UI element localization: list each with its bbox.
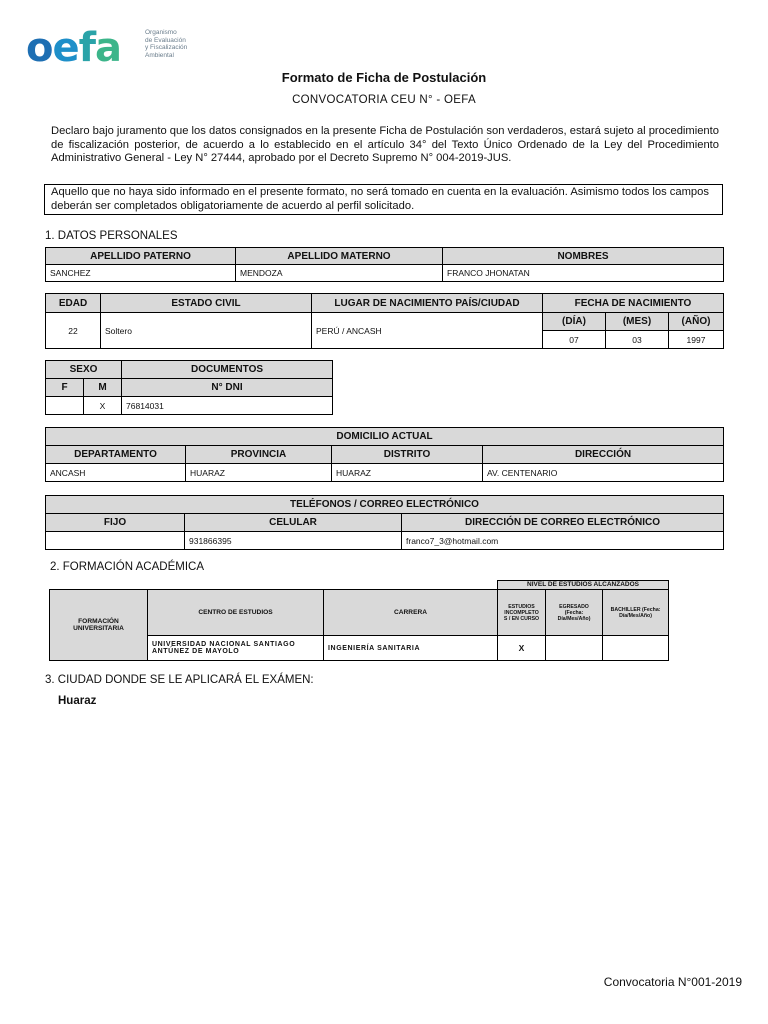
header-egresado: EGRESADO (Fecha: Día/Mes/Año)	[546, 590, 603, 636]
header-apellido-paterno: APELLIDO PATERNO	[46, 248, 236, 265]
header-documentos: DOCUMENTOS	[122, 361, 333, 379]
header-formacion-universitaria: FORMACIÓN UNIVERSITARIA	[50, 590, 148, 661]
oefa-logo	[26, 26, 121, 70]
section-personal-data: 1. DATOS PERSONALES	[45, 230, 178, 242]
header-fecha-nacimiento: FECHA DE NACIMIENTO	[543, 294, 724, 313]
declaration-text: Declaro bajo juramento que los datos consignados en la presente Ficha de Postulación son verdaderos, estará sujeto al procedimiento de fiscalización posterior, de acuerdo a lo establecido en el artículo 34° del Texto Único Ordenado de la Ley del Procedimiento Administrativo General - Ley N° 27444, aprobado por el Decreto Supremo N° 004-2019-JUS.	[51, 125, 719, 164]
header-edad: EDAD	[46, 294, 101, 313]
header-lugar-nacimiento: LUGAR DE NACIMIENTO PAÍS/CIUDAD	[312, 294, 543, 313]
header-m: M	[84, 379, 122, 397]
bachiller-field[interactable]	[603, 636, 669, 661]
apellido-paterno-field[interactable]: SANCHEZ	[46, 265, 236, 282]
header-dia: (DÍA)	[543, 313, 606, 331]
header-celular: CELULAR	[185, 514, 402, 532]
section-exam-city: 3. CIUDAD DONDE SE LE APLICARÁ EL EXÁMEN:	[45, 674, 314, 686]
logo-subtitle	[145, 29, 205, 59]
estudios-field[interactable]: X	[498, 636, 546, 661]
education-table	[49, 580, 669, 661]
header-provincia: PROVINCIA	[186, 446, 332, 464]
header-direccion: DIRECCIÓN	[483, 446, 724, 464]
egresado-field[interactable]	[546, 636, 603, 661]
departamento-field[interactable]: ANCASH	[46, 464, 186, 482]
email-field[interactable]: franco7_3@hotmail.com	[402, 532, 724, 550]
apellido-materno-field[interactable]: MENDOZA	[236, 265, 443, 282]
carrera-field[interactable]: INGENIERÍA SANITARIA	[324, 636, 498, 661]
dia-field[interactable]: 07	[543, 331, 606, 349]
header-carrera: CARRERA	[324, 590, 498, 636]
estado-civil-field[interactable]: Soltero	[101, 313, 312, 349]
header-anio: (AÑO)	[669, 313, 724, 331]
header-apellido-materno: APELLIDO MATERNO	[236, 248, 443, 265]
logo-subtitle-line: y Fiscalización	[145, 44, 188, 52]
logo-letter-o: o	[26, 25, 53, 71]
direccion-field[interactable]: AV. CENTENARIO	[483, 464, 724, 482]
fijo-field[interactable]	[46, 532, 185, 550]
header-fijo: FIJO	[46, 514, 185, 532]
header-nivel-estudios: NIVEL DE ESTUDIOS ALCANZADOS	[498, 581, 669, 590]
birth-table	[45, 293, 724, 349]
logo-subtitle-line: de Evaluación	[145, 36, 186, 44]
exam-city-field[interactable]: Huaraz	[58, 695, 97, 707]
logo-letter-e: e	[52, 25, 79, 71]
header-estado-civil: ESTADO CIVIL	[101, 294, 312, 313]
logo-letter-f: f	[78, 25, 96, 71]
header-dni: N° DNI	[122, 379, 333, 397]
header-centro-estudios: CENTRO DE ESTUDIOS	[148, 590, 324, 636]
centro-estudios-field[interactable]: UNIVERSIDAD NACIONAL SANTIAGO ANTÚNEZ DE MAYOLO	[148, 636, 324, 661]
logo-subtitle-line: Ambiental	[145, 51, 174, 59]
page-title: Formato de Ficha de Postulación	[281, 70, 487, 85]
section-academic: 2. FORMACIÓN ACADÉMICA	[50, 561, 204, 573]
header-mes: (MES)	[606, 313, 669, 331]
header-domicilio: DOMICILIO ACTUAL	[46, 428, 724, 446]
lugar-nacimiento-field[interactable]: PERÚ / ANCASH	[312, 313, 543, 349]
notice-box: Aquello que no haya sido informado en el presente formato, no será tomado en cuenta en la evaluación. Asimismo todos los campos deberán ser completados obligatoriamente de acuerdo al perfil solicitado.	[44, 184, 723, 215]
header-estudios-incompletos: ESTUDIOS INCOMPLETO S / EN CURSO	[498, 590, 546, 636]
page-subtitle: CONVOCATORIA CEU N° - OEFA	[292, 94, 476, 106]
edad-field[interactable]: 22	[46, 313, 101, 349]
header-bachiller: BACHILLER (Fecha: Día/Mes/Año)	[603, 590, 669, 636]
logo-letter-a: a	[95, 25, 122, 71]
header-f: F	[46, 379, 84, 397]
anio-field[interactable]: 1997	[669, 331, 724, 349]
mes-field[interactable]: 03	[606, 331, 669, 349]
phones-table	[45, 495, 724, 550]
header-distrito: DISTRITO	[332, 446, 483, 464]
footer-convocatoria: Convocatoria N°001-2019	[603, 975, 742, 989]
sexo-f-field[interactable]	[46, 397, 84, 415]
celular-field[interactable]: 931866395	[185, 532, 402, 550]
sex-documents-table	[45, 360, 333, 415]
nombres-field[interactable]: FRANCO JHONATAN	[443, 265, 724, 282]
address-table	[45, 427, 724, 482]
names-table	[45, 247, 724, 282]
header-email: DIRECCIÓN DE CORREO ELECTRÓNICO	[402, 514, 724, 532]
header-sexo: SEXO	[46, 361, 122, 379]
header-nombres: NOMBRES	[443, 248, 724, 265]
provincia-field[interactable]: HUARAZ	[186, 464, 332, 482]
header-telefonos: TELÉFONOS / CORREO ELECTRÓNICO	[46, 496, 724, 514]
logo-subtitle-line: Organismo	[145, 29, 177, 36]
sexo-m-field[interactable]: X	[84, 397, 122, 415]
distrito-field[interactable]: HUARAZ	[332, 464, 483, 482]
dni-field[interactable]: 76814031	[122, 397, 333, 415]
header-departamento: DEPARTAMENTO	[46, 446, 186, 464]
empty-corner	[50, 581, 498, 590]
